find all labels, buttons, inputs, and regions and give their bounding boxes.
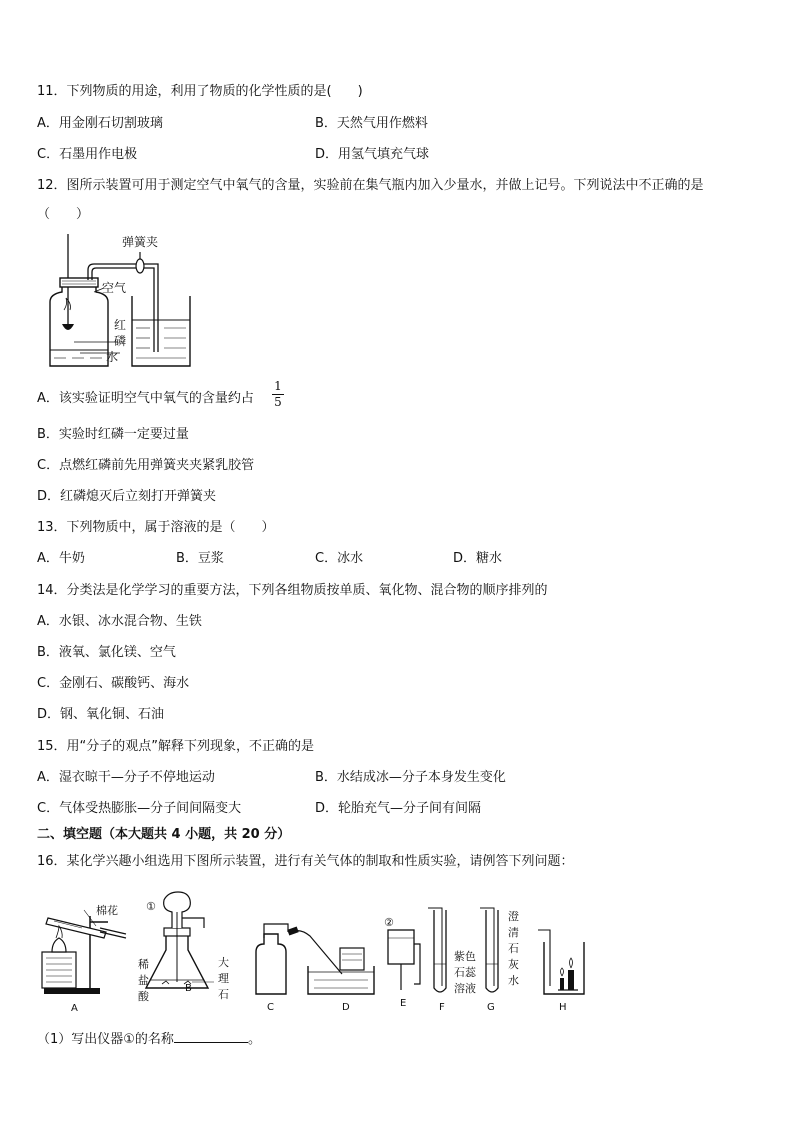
q12-option-d[interactable]: D．红磷熄灭后立刻打开弹簧夹	[37, 489, 217, 504]
q16-fig-limewater-4: 灰	[508, 958, 519, 971]
q11-option-d[interactable]: D．用氢气填充气球	[315, 147, 430, 162]
q16-fig-acid-3: 酸	[138, 990, 149, 1003]
q13-option-d[interactable]: D．糖水	[453, 551, 503, 566]
section-heading-fill-in: 二、填空题（本大题共 4 小题，共 20 分）	[37, 827, 291, 842]
q16-fig-label-d: D	[342, 1002, 350, 1013]
q14-option-c[interactable]: C．金刚石、碳酸钙、海水	[37, 676, 190, 691]
q15-option-a[interactable]: A．湿衣晾干—分子不停地运动	[37, 770, 215, 785]
q16-fig-limewater-1: 澄	[508, 910, 519, 923]
q16-fig-circle1-label: ①	[146, 900, 156, 913]
q14-stem: 14．分类法是化学学习的重要方法，下列各组物质按单质、氧化物、混合物的顺序排列的	[37, 583, 548, 598]
q16-fig-litmus-2: 石蕊	[454, 966, 476, 979]
q16-apparatus-c	[256, 924, 288, 1013]
q12-fig-phosphorus-label: 磷	[114, 334, 127, 348]
q16-fig-limewater-3: 石	[508, 942, 519, 955]
q16-fig-circle2-label: ②	[384, 916, 394, 929]
q16-stem: 16．某化学兴趣小组选用下图所示装置，进行有关气体的制取和性质实验，请例答下列问题：	[37, 854, 574, 869]
q11-stem: 11．下列物质的用途，利用了物质的化学性质的是( )	[37, 84, 363, 99]
q12-option-c[interactable]: C．点燃红磷前先用弹簧夹夹紧乳胶管	[37, 458, 255, 473]
q13-option-b[interactable]: B．豆浆	[176, 551, 224, 566]
q16-apparatus-e	[384, 916, 420, 1009]
q12-fraction-denominator: 5	[274, 395, 282, 409]
q14-option-d[interactable]: D．钢、氧化铜、石油	[37, 707, 165, 722]
q16-fig-limewater-2: 清	[508, 926, 519, 939]
q16-fig-label-c: C	[267, 1002, 274, 1013]
q16-fig-label-e: E	[400, 998, 407, 1009]
q15-stem: 15．用“分子的观点”解释下列现象，不正确的是	[37, 739, 315, 754]
q16-apparatus-a	[42, 903, 126, 1014]
q16-part1-period: 。	[247, 1032, 261, 1047]
q13-option-c[interactable]: C．冰水	[315, 551, 364, 566]
q16-fig-label-a: A	[71, 1003, 78, 1014]
q16-fig-cotton-label: 棉花	[96, 904, 118, 917]
q13-option-a[interactable]: A．牛奶	[37, 551, 85, 566]
q16-fig-litmus-3: 溶液	[454, 982, 476, 995]
q16-fig-marble-3: 石	[218, 988, 229, 1001]
q16-fig-marble-2: 理	[218, 972, 229, 985]
q12-fraction	[272, 380, 284, 409]
q11-option-a[interactable]: A．用金刚石切割玻璃	[37, 116, 163, 131]
q16-apparatus-g	[480, 908, 519, 1013]
q16-fig-acid-1: 稀	[138, 958, 149, 971]
q16-part1-answer-blank[interactable]	[174, 1030, 248, 1043]
q12-stem-bracket: （ ）	[37, 207, 90, 222]
q16-fig-label-h: H	[559, 1002, 567, 1013]
q11-option-c[interactable]: C．石墨用作电极	[37, 147, 138, 162]
q16-part1	[37, 1030, 261, 1049]
q15-option-c[interactable]: C．气体受热膨胀—分子间间隔变大	[37, 801, 242, 816]
q16-fig-marble-1: 大	[218, 956, 229, 969]
q16-part1-prompt: （1）写出仪器①的名称	[37, 1032, 174, 1047]
q12-option-a[interactable]: A．该实验证明空气中氧气的含量约占	[37, 391, 254, 406]
q16-apparatus-figure	[38, 888, 598, 1016]
q15-option-d[interactable]: D．轮胎充气—分子间有间隔	[315, 801, 482, 816]
q16-fig-label-b: B	[185, 983, 192, 994]
q14-option-b[interactable]: B．液氧、氯化镁、空气	[37, 645, 176, 660]
q15-option-b[interactable]: B．水结成冰—分子本身发生变化	[315, 770, 506, 785]
q12-fig-air-label: 空气	[102, 281, 127, 295]
q16-fig-acid-2: 盐	[138, 974, 149, 987]
q12-apparatus-figure	[40, 232, 210, 372]
q12-stem: 12．图所示装置可用于测定空气中氧气的含量，实验前在集气瓶内加入少量水，并做上记号。下列说法中不正确的是	[37, 178, 704, 193]
q12-fig-water-label: 水	[106, 350, 119, 364]
q11-option-b[interactable]: B．天然气用作燃料	[315, 116, 428, 131]
q16-apparatus-f	[428, 908, 477, 1013]
q16-fig-limewater-5: 水	[508, 974, 519, 987]
q12-fig-clamp-label: 弹簧夹	[122, 235, 159, 249]
q14-option-a[interactable]: A．水银、冰水混合物、生铁	[37, 614, 202, 629]
q16-apparatus-b	[138, 892, 229, 1003]
q16-fig-litmus-1: 紫色	[454, 950, 476, 963]
q12-option-b[interactable]: B．实验时红磷一定要过量	[37, 427, 189, 442]
q12-fig-red-label: 红	[114, 318, 127, 332]
q16-apparatus-d	[287, 926, 374, 1013]
q13-stem: 13．下列物质中，属于溶液的是（ ）	[37, 520, 275, 535]
q16-apparatus-h	[538, 930, 584, 1013]
q16-fig-label-f: F	[439, 1002, 445, 1013]
q16-fig-label-g: G	[487, 1002, 495, 1013]
q12-fraction-numerator: 1	[272, 380, 284, 395]
